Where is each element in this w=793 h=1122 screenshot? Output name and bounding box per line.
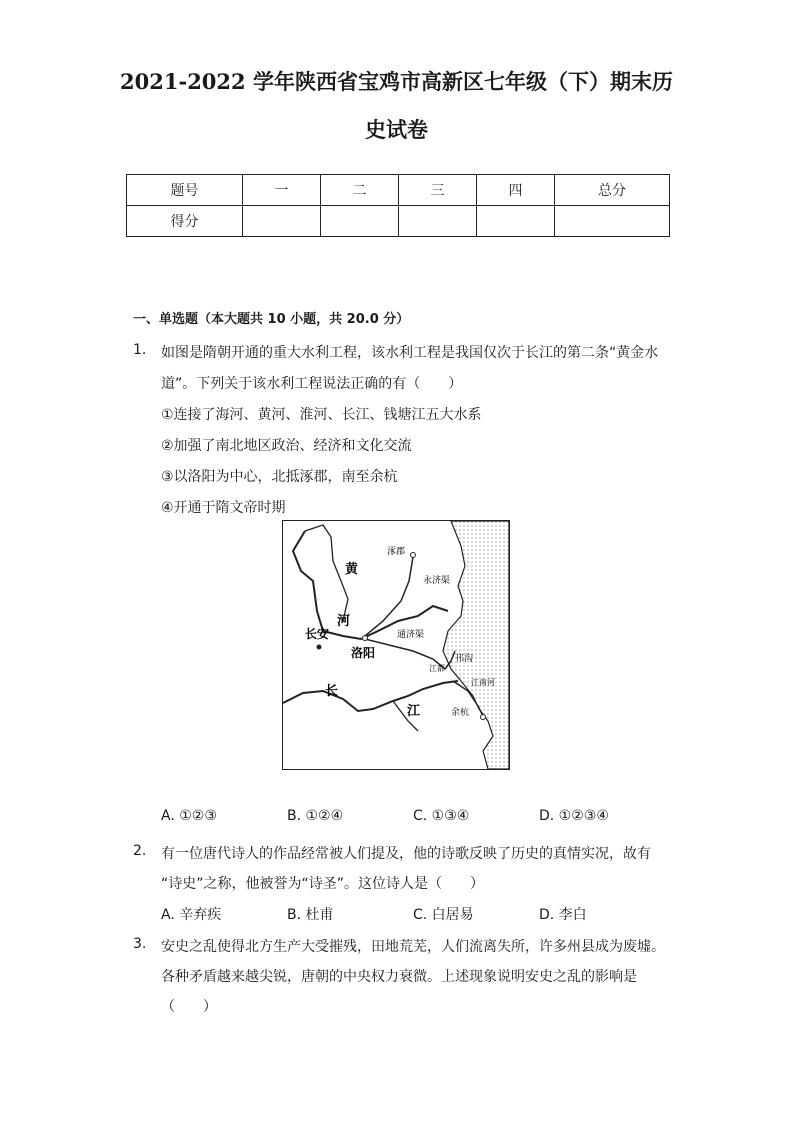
grand-canal-map [282, 520, 510, 770]
yongji-canal [365, 557, 413, 636]
score-row-label: 得分 [127, 206, 243, 237]
page-title-line-1: 2021-2022 学年陕西省宝鸡市高新区七年级（下）期末历 [120, 69, 673, 94]
label-yongji: 永济渠 [423, 576, 451, 586]
question-text: “诗史”之称，他被誉为“诗圣”。这位诗人是（ ） [161, 876, 485, 892]
option-b[interactable]: B. 杜甫 [287, 907, 334, 923]
question-text: 有一位唐代诗人的作品经常被人们提及，他的诗歌反映了历史的真情实况，故有 [161, 846, 651, 862]
label-jiangdu: 江都 [429, 664, 445, 673]
label-changan: 长安 [305, 627, 330, 641]
yuhang-marker [481, 715, 486, 720]
statement: ③以洛阳为中心，北抵涿郡，南至余杭 [161, 469, 398, 485]
score-table-header-row [127, 175, 670, 206]
label-jiangnanhe: 江南河 [471, 678, 495, 687]
score-table-header: 总分 [555, 175, 670, 206]
score-table-header: 题号 [127, 175, 243, 206]
option-a[interactable]: A. 辛弃疾 [161, 907, 222, 923]
question-text: （ ） [161, 999, 217, 1015]
question-number: 1. [133, 342, 147, 358]
score-cell [321, 206, 399, 237]
option-c[interactable]: C. ①③④ [413, 808, 470, 824]
option-c[interactable]: C. 白居易 [413, 907, 474, 923]
label-tongji: 通济渠 [397, 630, 425, 640]
label-jiang: 江 [407, 704, 421, 719]
label-zhuojun: 涿郡 [387, 547, 406, 557]
page-title-line-2: 史试卷 [365, 117, 428, 142]
label-he: 河 [337, 614, 351, 629]
option-b[interactable]: B. ①②④ [287, 808, 344, 824]
score-table-header: 二 [321, 175, 399, 206]
score-cell [555, 206, 670, 237]
score-table-header: 四 [477, 175, 555, 206]
question-text: 道”。下列关于该水利工程说法正确的有（ ） [161, 376, 463, 392]
score-table-header: 一 [243, 175, 321, 206]
luoyang-marker [363, 636, 368, 641]
score-cell [477, 206, 555, 237]
question-number: 2. [133, 843, 147, 859]
label-luoyang: 洛阳 [351, 646, 376, 660]
option-a[interactable]: A. ①②③ [161, 808, 217, 824]
question-number: 3. [133, 936, 147, 952]
label-huang: 黄 [345, 562, 359, 577]
section-heading: 一、单选题（本大题共 10 小题，共 20.0 分） [133, 312, 410, 327]
label-chang: 长 [325, 684, 339, 699]
option-d[interactable]: D. 李白 [539, 907, 587, 923]
question-text: 如图是隋朝开通的重大水利工程，该水利工程是我国仅次于长江的第二条“黄金水 [161, 345, 659, 361]
statement: ④开通于隋文帝时期 [161, 500, 286, 516]
statement: ①连接了海河、黄河、淮河、长江、钱塘江五大水系 [161, 407, 482, 423]
changan-marker [317, 645, 322, 650]
question-text: 各种矛盾越来越尖锐，唐朝的中央权力衰微。上述现象说明安史之乱的影响是 [161, 969, 637, 985]
score-cell [243, 206, 321, 237]
question-text: 安史之乱使得北方生产大受摧残，田地荒芜，人们流离失所，许多州县成为废墟。 [161, 939, 665, 955]
statement: ②加强了南北地区政治、经济和文化交流 [161, 438, 412, 454]
yangtze-river [283, 681, 458, 711]
label-hangou: 邗沟 [455, 654, 474, 664]
yellow-river-upper [305, 525, 348, 621]
option-d[interactable]: D. ①②③④ [539, 808, 609, 824]
zhuojun-marker [411, 553, 416, 558]
sea-area [443, 521, 509, 769]
score-table-header: 三 [399, 175, 477, 206]
score-cell [399, 206, 477, 237]
score-table [126, 174, 670, 237]
score-table-score-row [127, 206, 670, 237]
label-yuhang: 余杭 [451, 708, 470, 718]
